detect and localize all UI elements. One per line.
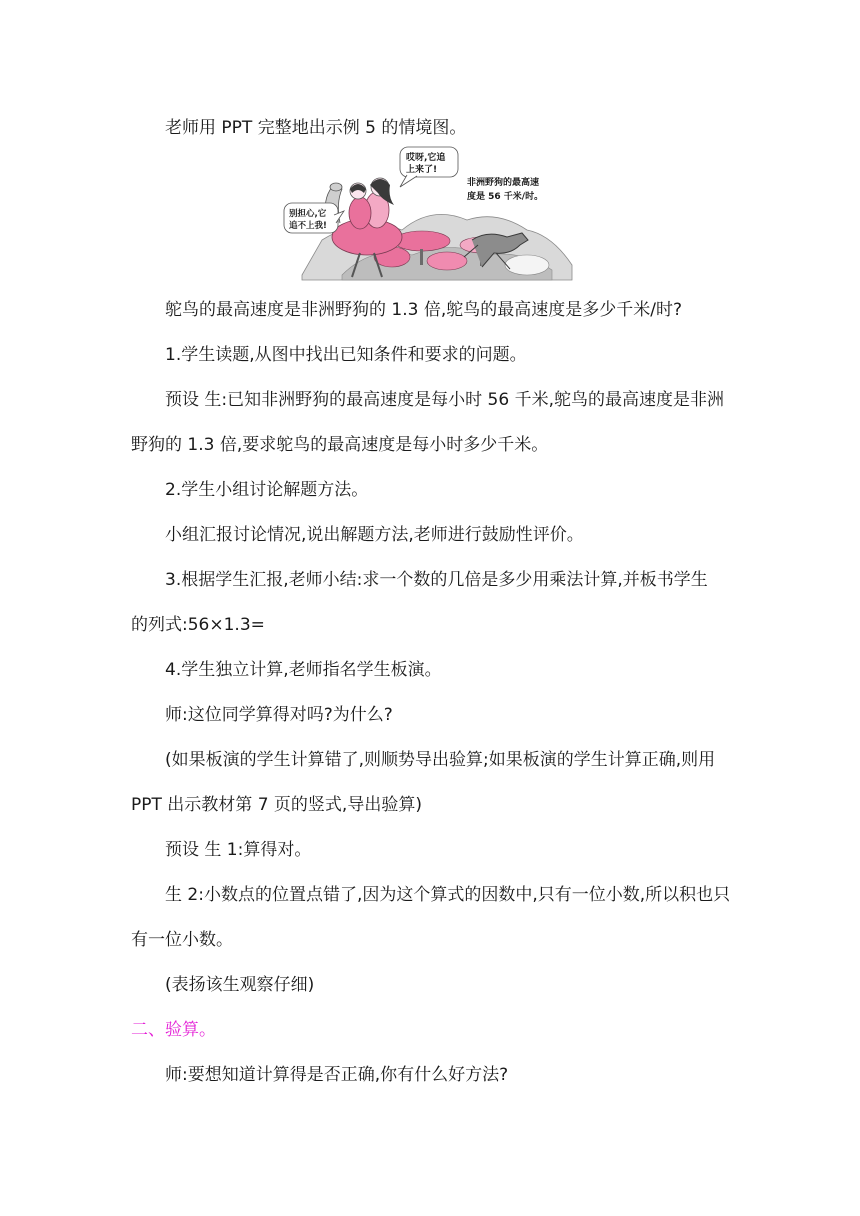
speech-bubble-left-line1: 别担心,它 <box>289 209 327 219</box>
paragraph-intro: 老师用 PPT 完整地出示例 5 的情境图。 <box>165 118 467 138</box>
shrub-white <box>505 255 549 275</box>
paragraph-step3-line1: 3.根据学生汇报,老师小结:求一个数的几倍是多少用乘法计算,并板书学生 <box>165 570 708 590</box>
paragraph-group-report: 小组汇报讨论情况,说出解题方法,老师进行鼓励性评价。 <box>165 525 584 545</box>
paragraph-praise: (表扬该生观察仔细) <box>165 975 315 995</box>
paragraph-note-line1: (如果板演的学生计算错了,则顺势导出验算;如果板演的学生计算正确,则用 <box>165 750 716 770</box>
paragraph-step4: 4.学生独立计算,老师指名学生板演。 <box>165 660 442 680</box>
paragraph-problem: 鸵鸟的最高速度是非洲野狗的 1.3 倍,鸵鸟的最高速度是多少千米/时? <box>165 300 682 320</box>
paragraph-step3-line2: 的列式:56×1.3= <box>131 615 265 635</box>
speech-bubble-top-line2: 上来了! <box>406 165 438 175</box>
paragraph-preset-line2: 野狗的 1.3 倍,要求鸵鸟的最高速度是每小时多少千米。 <box>131 435 549 455</box>
paragraph-teacher-question: 师:这位同学算得对吗?为什么? <box>165 705 393 725</box>
speech-bubble-top-line1: 哎呀,它追 <box>406 153 446 163</box>
paragraph-teacher-method: 师:要想知道计算得是否正确,你有什么好方法? <box>165 1065 509 1085</box>
paragraph-step2: 2.学生小组讨论解题方法。 <box>165 480 369 500</box>
paragraph-step1: 1.学生读题,从图中找出已知条件和要求的问题。 <box>165 345 527 365</box>
tree-pink <box>394 231 450 251</box>
ostrich-head <box>330 183 342 191</box>
paragraph-preset-line1: 预设 生:已知非洲野狗的最高速度是每小时 56 千米,鸵鸟的最高速度是非洲 <box>165 390 724 410</box>
paragraph-student2-line1: 生 2:小数点的位置点错了,因为这个算式的因数中,只有一位小数,所以积也只 <box>165 885 731 905</box>
paragraph-student1: 预设 生 1:算得对。 <box>165 840 312 860</box>
shrub-pink <box>427 252 467 270</box>
paragraph-note-line2: PPT 出示教材第 7 页的竖式,导出验算) <box>131 795 422 815</box>
illustration-caption-line2: 度是 56 千米/时。 <box>467 192 544 202</box>
paragraph-student2-line2: 有一位小数。 <box>131 930 233 950</box>
section-heading-verification: 二、验算。 <box>131 1020 216 1040</box>
tree-trunk <box>420 249 423 265</box>
illustration-ostrich-wild-dog <box>282 145 577 285</box>
child-front <box>349 197 371 229</box>
speech-bubble-left-line2: 追不上我! <box>289 221 327 231</box>
illustration-caption-line1: 非洲野狗的最高速 <box>467 178 540 188</box>
